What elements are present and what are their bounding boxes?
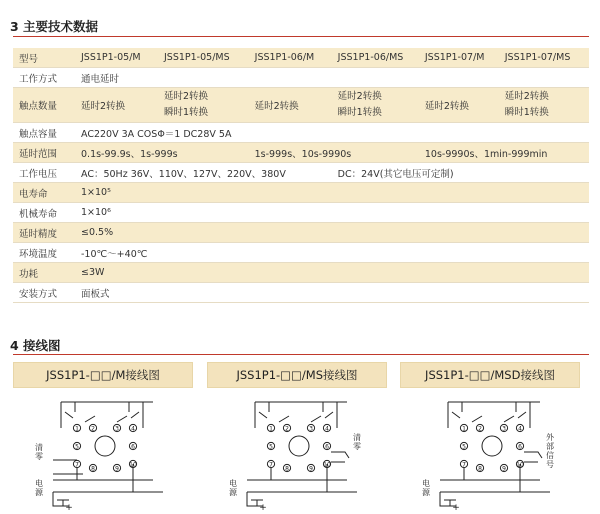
contact-lines <box>61 402 153 428</box>
contact-lines <box>255 402 347 428</box>
pin-number: 10 <box>129 461 137 469</box>
section-4-title: 4 接线图 <box>10 338 61 353</box>
pin-number: 5 <box>75 443 79 451</box>
signal-lines <box>524 452 542 462</box>
pin-number: 8 <box>285 465 289 473</box>
wiring-diagram <box>13 388 193 512</box>
row-value: 1×10⁶ <box>78 203 589 223</box>
table-row <box>13 123 589 143</box>
row-label: 机械寿命 <box>13 203 78 223</box>
pin-number: 10 <box>323 461 331 469</box>
diagram-panel-m <box>13 362 193 512</box>
wiring-diagram <box>400 388 580 512</box>
pin-number: 3 <box>309 425 313 433</box>
pin-number: 6 <box>518 443 522 451</box>
pin-number: 7 <box>269 461 273 469</box>
row-value: -10℃～+40℃ <box>78 243 589 263</box>
table-row <box>13 143 589 163</box>
pin-number: 10 <box>516 461 524 469</box>
pin-number: 4 <box>518 425 522 433</box>
row-value: 通电延时 <box>78 68 589 88</box>
row-value: 延时2转换 瞬时1转换 <box>502 88 589 123</box>
row-value: AC：50Hz 36V、110V、127V、220V、380V <box>78 163 335 183</box>
pin-number: 1 <box>269 425 273 433</box>
switch-blades <box>279 416 321 422</box>
central-socket <box>95 436 115 456</box>
supply-lines <box>53 461 163 492</box>
row-label: 触点容量 <box>13 123 78 143</box>
pin-number: 1 <box>75 425 79 433</box>
row-value: 1s-999s、10s-9990s <box>252 143 422 163</box>
pin-number: 6 <box>131 443 135 451</box>
supply-lines <box>440 461 550 492</box>
pin-number: 4 <box>325 425 329 433</box>
table-row <box>13 263 589 283</box>
pin-number: 9 <box>502 465 506 473</box>
row-value: 1×10⁵ <box>78 183 589 203</box>
table-row <box>13 163 589 183</box>
pin-number: 3 <box>115 425 119 433</box>
row-value: 延时2转换 <box>252 88 335 123</box>
model-cell: JSS1P1-05/M <box>78 48 161 68</box>
row-value: 延时2转换 瞬时1转换 <box>161 88 252 123</box>
central-socket <box>289 436 309 456</box>
diagram-panel-msd <box>400 362 580 512</box>
table-row <box>13 183 589 203</box>
right-label: 外部信号 <box>546 433 554 469</box>
row-value: 延时2转换 瞬时1转换 <box>335 88 422 123</box>
row-label: 功耗 <box>13 263 78 283</box>
right-label: 清零 <box>353 433 361 451</box>
spec-table <box>13 48 589 303</box>
plus-sign: + <box>259 503 267 512</box>
central-socket <box>482 436 502 456</box>
row-label: 工作电压 <box>13 163 78 183</box>
plus-sign: + <box>65 503 73 512</box>
diagram-panel-ms <box>207 362 387 512</box>
row-label: 延时精度 <box>13 223 78 243</box>
table-row <box>13 283 589 303</box>
row-value: 10s-9990s、1min-999min <box>422 143 589 163</box>
diagram-title: JSS1P1-□□/M接线图 <box>13 362 193 388</box>
pin-number: 5 <box>462 443 466 451</box>
switch-blades <box>472 416 514 422</box>
pin-number: 6 <box>325 443 329 451</box>
wiring-diagram <box>207 388 387 512</box>
plus-sign: + <box>452 503 460 512</box>
row-value: 0.1s-99.9s、1s-999s <box>78 143 252 163</box>
row-label: 电寿命 <box>13 183 78 203</box>
diagram-title: JSS1P1-□□/MS接线图 <box>207 362 387 388</box>
pin-number: 2 <box>91 425 95 433</box>
pin-number: 4 <box>131 425 135 433</box>
pin-number: 7 <box>462 461 466 469</box>
section-3-rule <box>13 36 589 37</box>
left-top-label: 清零 <box>35 443 43 461</box>
pin-number: 7 <box>75 461 79 469</box>
left-bottom-label: 电源 <box>35 479 43 497</box>
pin-number: 5 <box>269 443 273 451</box>
model-cell: JSS1P1-06/M <box>252 48 335 68</box>
signal-lines <box>331 452 349 462</box>
model-cell: JSS1P1-06/MS <box>335 48 422 68</box>
row-value: AC220V 3A COSΦ＝1 DC28V 5A <box>78 123 589 143</box>
contact-lines <box>448 402 540 428</box>
table-row <box>13 68 589 88</box>
pin-number: 3 <box>502 425 506 433</box>
row-value: DC：24V(其它电压可定制) <box>335 163 589 183</box>
table-row <box>13 88 589 123</box>
pin-number: 8 <box>478 465 482 473</box>
pin-number: 9 <box>115 465 119 473</box>
switch-blades <box>85 416 127 422</box>
row-value: 延时2转换 <box>78 88 161 123</box>
diagram-title: JSS1P1-□□/MSD接线图 <box>400 362 580 388</box>
supply-lines <box>247 461 357 492</box>
table-row <box>13 243 589 263</box>
row-label: 安装方式 <box>13 283 78 303</box>
row-label: 触点数量 <box>13 88 78 123</box>
table-row <box>13 48 589 68</box>
row-label: 工作方式 <box>13 68 78 88</box>
section-3-title: 3 主要技术数据 <box>10 19 99 34</box>
pin-number: 9 <box>309 465 313 473</box>
pin-number: 2 <box>478 425 482 433</box>
table-row <box>13 223 589 243</box>
pin-number: 2 <box>285 425 289 433</box>
section-4-rule <box>13 354 589 355</box>
row-value: 延时2转换 <box>422 88 502 123</box>
table-row <box>13 203 589 223</box>
row-value: ≤0.5% <box>78 223 589 243</box>
row-label: 型号 <box>13 48 78 68</box>
pin-number: 8 <box>91 465 95 473</box>
row-label: 环境温度 <box>13 243 78 263</box>
row-label: 延时范围 <box>13 143 78 163</box>
model-cell: JSS1P1-07/MS <box>502 48 589 68</box>
row-value: 面板式 <box>78 283 589 303</box>
row-value: ≤3W <box>78 263 589 283</box>
model-cell: JSS1P1-07/M <box>422 48 502 68</box>
left-bottom-label: 电源 <box>422 479 430 497</box>
model-cell: JSS1P1-05/MS <box>161 48 252 68</box>
pin-number: 1 <box>462 425 466 433</box>
left-bottom-label: 电源 <box>229 479 237 497</box>
